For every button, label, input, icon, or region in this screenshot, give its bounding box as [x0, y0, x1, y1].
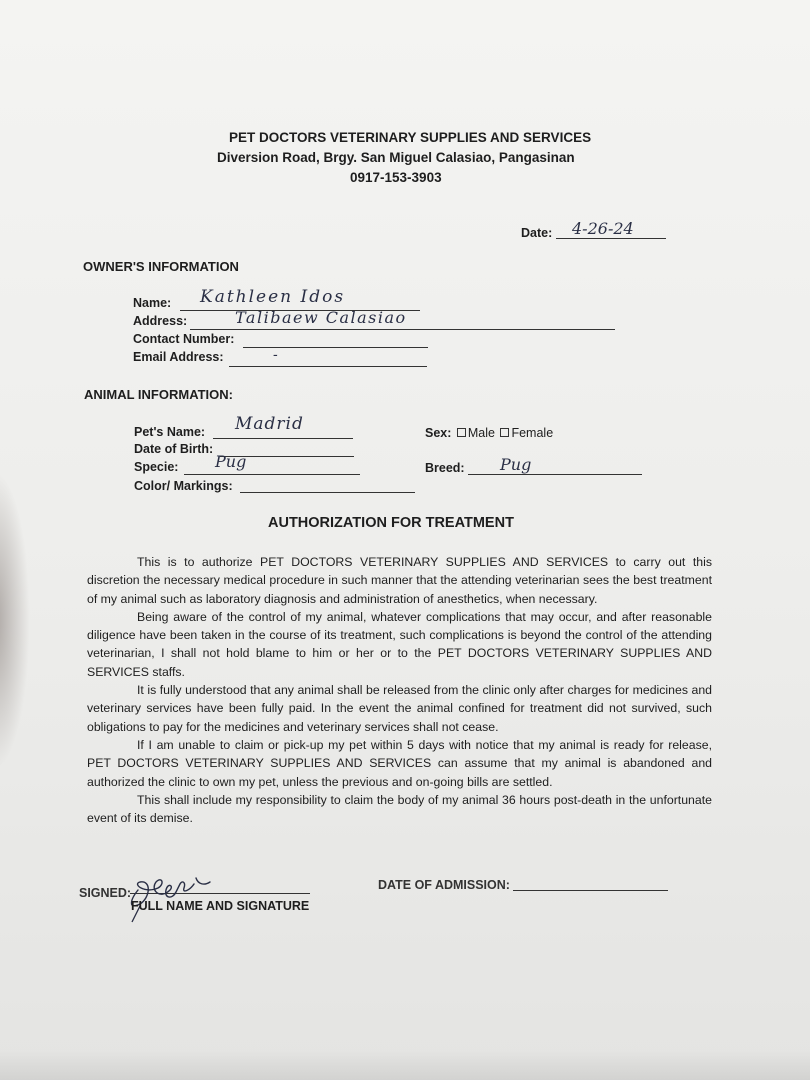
specie-value: Pug: [215, 452, 247, 471]
owner-name-value: Kathleen Idos: [200, 287, 346, 307]
male-label: Male: [467, 426, 495, 440]
sex-label: Sex:: [425, 426, 452, 440]
animal-heading: ANIMAL INFORMATION:: [84, 387, 233, 402]
color-line: [240, 492, 415, 493]
auth-paragraph-4: If I am unable to claim or pick-up my pet within 5 days with notice that my animal is ready for release, PET DOCTORS VETERINARY SUPPLIES AND SERVICES can assume that my animal is abandoned and authorized the clinic to own my pet, unless the previous and on-going bills are settled.: [87, 737, 712, 789]
email-line: [229, 366, 427, 367]
signed-label: SIGNED:: [79, 886, 132, 900]
owner-address-line: [190, 329, 615, 330]
pet-name-value: Madrid: [235, 414, 304, 434]
pet-name-line: [213, 438, 353, 439]
handwritten-signature: [110, 860, 220, 925]
email-value: -: [273, 347, 278, 363]
female-label: Female: [511, 426, 554, 440]
page-bottom-shade: [0, 1050, 810, 1080]
company-name: PET DOCTORS VETERINARY SUPPLIES AND SERVICES: [229, 130, 592, 145]
date-admission-line: [513, 890, 668, 891]
date-label: Date:: [521, 226, 553, 240]
owner-address-value: Talibaew Calasiao: [235, 308, 407, 327]
breed-label: Breed:: [425, 461, 465, 475]
owner-address-label: Address:: [133, 314, 188, 328]
breed-line: [468, 474, 642, 475]
owner-name-label: Name:: [133, 296, 172, 310]
auth-paragraph-1: This is to authorize PET DOCTORS VETERINARY SUPPLIES AND SERVICES to carry out this discretion the necessary medical procedure in such manner that the attending veterinarian sees the best treatment of my animal such as laboratory diagnosis and administration of anesthetics, when necessary.: [87, 555, 712, 606]
signature-caption: FULL NAME AND SIGNATURE: [131, 899, 310, 913]
specie-line: [184, 474, 360, 475]
auth-paragraph-2: Being aware of the control of my animal, whatever complications that may occur, and after reasonable diligence have been taken in the course of its treatment, such complications is beyond the control of the attending veterinarian, I shall not hold blame to him or her or to the PET DOCTORS VETERINARY SUPPLIES AND SERVICES staffs.: [87, 609, 712, 679]
contact-label: Contact Number:: [133, 332, 235, 346]
auth-paragraph-5: This shall include my responsibility to claim the body of my animal 36 hours post-death in the unfortunate event of its demise.: [87, 792, 712, 826]
date-line: [556, 238, 666, 239]
pet-name-label: Pet's Name:: [134, 425, 206, 439]
authorization-text: [87, 553, 712, 827]
breed-value: Pug: [500, 455, 532, 474]
company-phone: 0917-153-3903: [350, 170, 442, 185]
date-admission-label: DATE OF ADMISSION:: [378, 878, 510, 892]
color-label: Color/ Markings:: [134, 479, 233, 493]
specie-label: Specie:: [134, 460, 179, 474]
contact-line: [243, 347, 428, 348]
sex-field: [425, 426, 553, 440]
finger-shadow: [0, 470, 30, 770]
dob-label: Date of Birth:: [134, 442, 214, 456]
authorization-title: AUTHORIZATION FOR TREATMENT: [268, 515, 514, 531]
date-value: 4-26-24: [572, 219, 634, 238]
auth-paragraph-3: It is fully understood that any animal shall be released from the clinic only after charges for medicines and veterinary services have been fully paid. In the event the animal confined for treatment did not survived, such obligations to pay for the medicines and veterinary services shall not cease.: [87, 683, 712, 734]
owner-heading: OWNER'S INFORMATION: [83, 259, 239, 274]
male-checkbox[interactable]: [457, 428, 466, 437]
company-address: Diversion Road, Brgy. San Miguel Calasiao, Pangasinan: [217, 150, 575, 165]
email-label: Email Address:: [133, 350, 224, 364]
female-checkbox[interactable]: [500, 428, 509, 437]
